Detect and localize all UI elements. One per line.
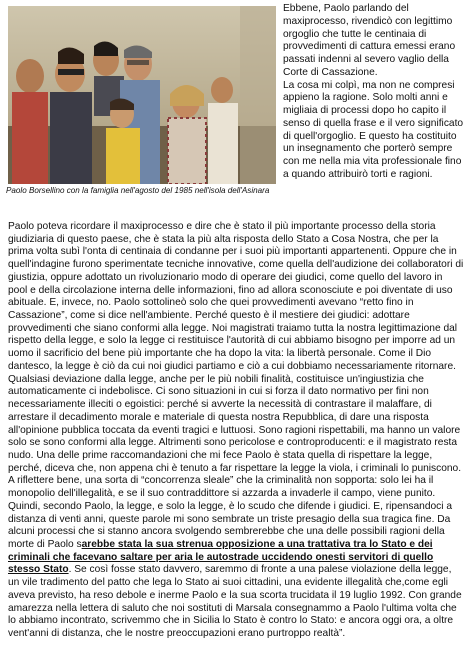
main-paragraph <box>8 221 464 641</box>
side-column <box>283 3 467 182</box>
main-text-emphasis: arebbe stata la sua strenua opposizione a una trattativa tra lo Stato e dei criminali che facevano saltare per aria le autostrade uccidendo onesti servitori di quello stesso Stato <box>8 538 434 576</box>
family-photo <box>8 6 276 184</box>
photo-caption: Paolo Borsellino con la famiglia nell'agosto del 1985 nell'isola dell'Asinara <box>6 186 270 195</box>
side-paragraph-2: La cosa mi colpì, ma non ne compresi appieno la ragione. Solo molti anni e migliaia di processi dopo ho capito il senso di quella frase e il vero significato di quell'orgoglio. E questo ha costituito un insegnamento che porterò sempre con me nella mia vita professionale fino a quando attribuirò torti e ragioni. <box>283 79 464 180</box>
main-text-part-2: . Se così fosse stato davvero, saremmo di fronte a una palese violazione della legge, un vile tradimento del patto che lega lo Stato ai suoi cittadini, una evidente illegalità che,come egli aveva previsto, ha reso debole e inerme Paolo e la sua scorta trucidata il 19 luglio 1992. Con grande amarezza nella lettera di saluto che noi sostituti di Marsala consegnammo a Paolo l'ultima volta che lo abbiamo incontrato, scrivemmo che in Sicilia lo Stato è contro lo Stato: e ancora oggi ora, a oltre vent'anni di distanza, che le nostre preoccupazioni erano purtroppo realtà”. <box>8 564 462 639</box>
family-photo-image <box>8 6 276 184</box>
side-paragraph-1: Ebbene, Paolo parlando del maxiprocesso, rivendicò con legittimo orgoglio che tutte le centinaia di provvedimenti di cattura emessi erano passati indenni al severo vaglio della Corte di Cassazione. <box>283 3 456 78</box>
main-article-body <box>8 221 464 641</box>
main-text-part-1: Paolo poteva ricordare il maxiprocesso e dire che è stato il più importante processo della storia giudiziaria di questo paese, che è stata la più alta risposta dello Stato a Cosa Nostra, che per la prima volta subì l'onta di centinaia di condanne per i suoi più importanti appartenenti. Oppure che in quell'indagine furono sperimentate tecniche innovative, come quella dell'audizione dei collaboratori di giustizia, oppure adottato un rivoluzionario modo di operare dei giudici, come quello del lavoro in pool e della circolazione interna delle informazioni, fino ad allora sconosciute e poi diventate di uso abituale. E, invece, no. Paolo sottolineò solo che quei provvedimenti avevano “retto fino in Cassazione”, come si dice nell'ambiente. Perché questo è il mestiere dei giudici: adottare provvedimenti che siano conformi alla legge. Noi magistrati traiamo tutta la nostra legittimazione dal rispetto della legge, e solo la legge ci restituisce l'autorità di cui abbiamo bisogno per imporre ad un uomo il sacrificio del bene più importante che ha dopo la vita: la libertà personale. Come il Dio dantesco, la legge è ciò da cui noi giudici partiamo e ciò a cui dobbiamo necessariamente ritornare. Qualsiasi deviazione dalla legge, anche per le più nobili finalità, costituisce un'ingiustizia che automaticamente ci indebolisce. Ci sono situazioni in cui si forza il dato normativo per fini non necessariamente illeciti o egoistici: perché si avverte la necessità di contrastare il malaffare, di arrestare il decadimento morale e materiale di questa nostra Repubblica, di dare una risposta all'opinione pubblica toccata da eventi tragici e luttuosi. Sono ragioni rispettabili, ma hanno un valore solo se sono conformi alla legge. Altrimenti sono pericolose e controproducenti: e il magistrato resta nudo. Una delle prime raccomandazioni che mi fece Paolo è stata quella di rispettare la legge, perché, diceva che, non appena chi è tenuto a far rispettare la legge la viola, i criminali lo puniscono. A riflettere bene, una sorta di “concorrenza sleale” che la criminalità non sopporta: solo lei ha il monopolio dell'illegalità, e se il suo contraddittore si azzarda a invaderle il campo, viene punito. Quindi, secondo Paolo, la legge, e solo la legge, è lo scudo che difende i giudici. E, ripensandoci a distanza di venti anni, queste parole mi sono sembrate un triste presagio della sua tragica fine. Da alcuni processi che si stanno ancora svolgendo sembrerebbe che una delle possibili ragioni della morte di Paolo s <box>8 221 464 550</box>
